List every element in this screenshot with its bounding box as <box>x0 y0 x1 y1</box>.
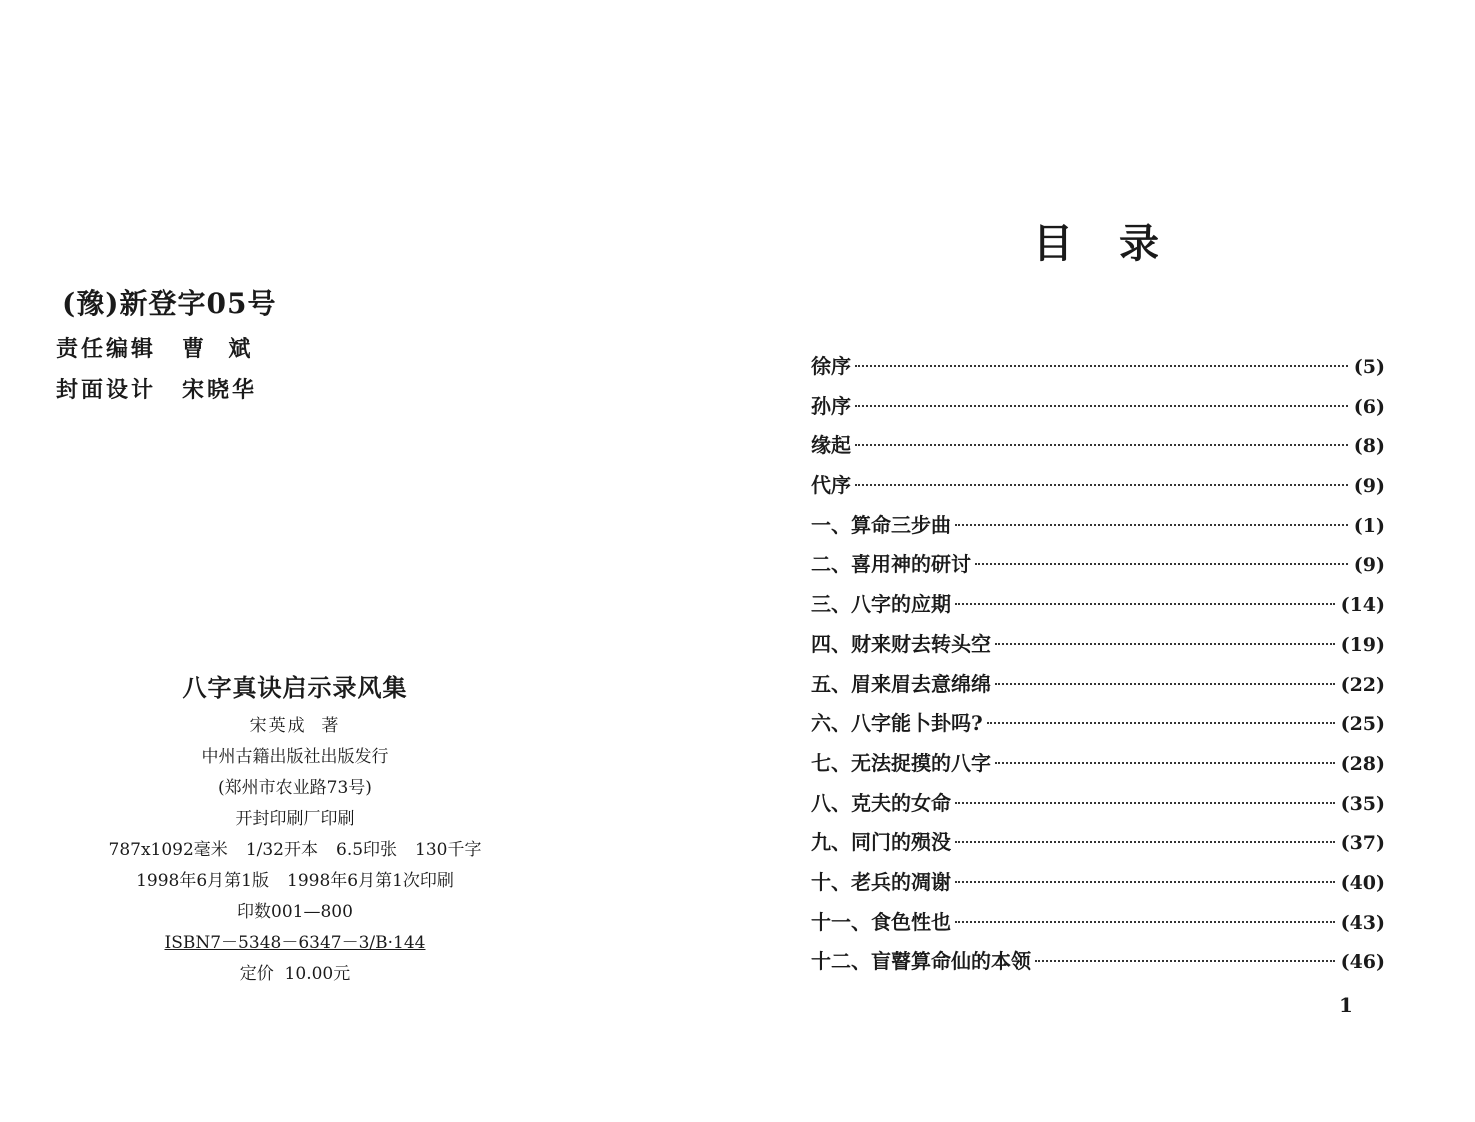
word-count: 130千字 <box>415 840 482 860</box>
table-of-contents <box>811 350 1385 985</box>
author-line: 宋英成 著 <box>249 716 341 736</box>
sheets: 6.5印张 <box>336 840 398 860</box>
toc-entry-page: (14) <box>1340 594 1385 617</box>
toc-leader-dots <box>955 841 1335 843</box>
registration-block <box>56 282 276 414</box>
toc-leader-dots <box>955 524 1348 526</box>
toc-entry-page: (25) <box>1340 713 1385 736</box>
toc-entry-page: (40) <box>1340 871 1385 894</box>
toc-entry[interactable] <box>811 668 1385 708</box>
toc-entry[interactable] <box>811 429 1385 469</box>
toc-entry-title: 三、八字的应期 <box>811 592 951 617</box>
price-line: 定价 10.00元 <box>239 964 351 984</box>
print-run-line: 印数001—800 <box>237 902 353 922</box>
cover-design-line <box>56 373 276 404</box>
toc-entry[interactable] <box>811 747 1385 787</box>
toc-entry-title: 六、八字能卜卦吗? <box>811 711 983 736</box>
toc-entry-page: (43) <box>1340 911 1385 934</box>
toc-entry[interactable] <box>811 469 1385 509</box>
toc-entry-title: 十、老兵的凋谢 <box>811 869 951 894</box>
toc-entry[interactable] <box>811 588 1385 628</box>
toc-entry[interactable] <box>811 509 1385 549</box>
toc-entry-page: (9) <box>1353 475 1385 498</box>
toc-entry-page: (28) <box>1340 752 1385 775</box>
toc-heading: 目录 <box>1033 221 1205 267</box>
printer-line: 开封印刷厂印刷 <box>235 809 355 829</box>
toc-entry[interactable] <box>811 350 1385 390</box>
registration-number: (豫)新登字05号 <box>62 287 277 320</box>
toc-entry-page: (8) <box>1353 435 1385 458</box>
toc-leader-dots <box>995 762 1335 764</box>
toc-entry-page: (35) <box>1340 792 1385 815</box>
toc-leader-dots <box>987 722 1335 724</box>
toc-entry[interactable] <box>811 707 1385 747</box>
responsible-editor-line <box>56 332 276 363</box>
toc-entry[interactable] <box>811 390 1385 430</box>
toc-entry-page: (46) <box>1340 951 1385 974</box>
responsible-editor-label: 责任编辑 <box>56 336 157 362</box>
paper-format: 787x1092毫米 <box>108 840 228 860</box>
toc-leader-dots <box>955 881 1335 883</box>
colophon <box>60 668 530 990</box>
cover-design-name: 宋晓华 <box>182 377 258 403</box>
toc-leader-dots <box>995 683 1335 685</box>
toc-entry-title: 徐序 <box>811 354 851 378</box>
toc-entry-title: 七、无法捉摸的八字 <box>811 750 991 775</box>
page-number: 1 <box>1339 993 1353 1017</box>
isbn: ISBN7－5348－6347－3/B·144 <box>164 933 426 953</box>
toc-entry-title: 八、克夫的女命 <box>811 790 951 815</box>
toc-entry-title: 四、财来财去转头空 <box>811 631 991 656</box>
left-page <box>0 0 737 1122</box>
toc-entry-page: (19) <box>1340 633 1385 656</box>
responsible-editor-name: 曹 斌 <box>182 336 254 362</box>
toc-entry[interactable] <box>811 826 1385 866</box>
toc-entry-title: 十一、食色性也 <box>811 909 951 934</box>
toc-leader-dots <box>955 802 1335 804</box>
toc-entry-page: (22) <box>1340 673 1385 696</box>
book-title: 八字真诀启示录风集 <box>182 673 408 702</box>
toc-leader-dots <box>855 484 1348 486</box>
toc-entry-page: (37) <box>1340 832 1385 855</box>
cover-design-label: 封面设计 <box>56 377 157 403</box>
toc-entry-title: 代序 <box>811 473 851 498</box>
toc-entry-title: 二、喜用神的研讨 <box>811 552 971 577</box>
toc-leader-dots <box>855 365 1348 367</box>
toc-entry[interactable] <box>811 945 1385 985</box>
toc-entry[interactable] <box>811 628 1385 668</box>
toc-entry[interactable] <box>811 548 1385 588</box>
toc-entry-page: (5) <box>1353 356 1385 378</box>
toc-entry[interactable] <box>811 906 1385 946</box>
edition-line <box>60 866 530 897</box>
address-line: (郑州市农业路73号) <box>218 778 372 798</box>
edition: 1998年6月第1版 <box>136 871 269 891</box>
printing: 1998年6月第1次印刷 <box>287 871 454 891</box>
toc-leader-dots <box>855 444 1348 446</box>
toc-entry-title: 五、眉来眉去意绵绵 <box>811 671 991 696</box>
folio: 1/32开本 <box>245 840 318 860</box>
toc-leader-dots <box>995 643 1335 645</box>
toc-entry-page: (6) <box>1353 395 1385 418</box>
toc-leader-dots <box>955 603 1335 605</box>
toc-leader-dots <box>855 405 1348 407</box>
toc-entry-page: (1) <box>1353 514 1385 537</box>
toc-leader-dots <box>975 563 1348 565</box>
toc-leader-dots <box>955 921 1335 923</box>
isbn-line <box>60 928 530 959</box>
format-line <box>60 835 530 866</box>
publisher-line: 中州古籍出版社出版发行 <box>201 747 389 767</box>
right-page <box>737 0 1475 1122</box>
toc-entry[interactable] <box>811 787 1385 827</box>
toc-entry-page: (9) <box>1353 554 1385 577</box>
toc-entry-title: 十二、盲瞽算命仙的本领 <box>811 949 1031 974</box>
toc-entry[interactable] <box>811 866 1385 906</box>
toc-leader-dots <box>1035 960 1335 962</box>
toc-entry-title: 缘起 <box>811 433 851 458</box>
toc-entry-title: 孙序 <box>811 393 851 418</box>
toc-entry-title: 一、算命三步曲 <box>811 512 951 537</box>
toc-entry-title: 九、同门的殒没 <box>811 830 951 855</box>
